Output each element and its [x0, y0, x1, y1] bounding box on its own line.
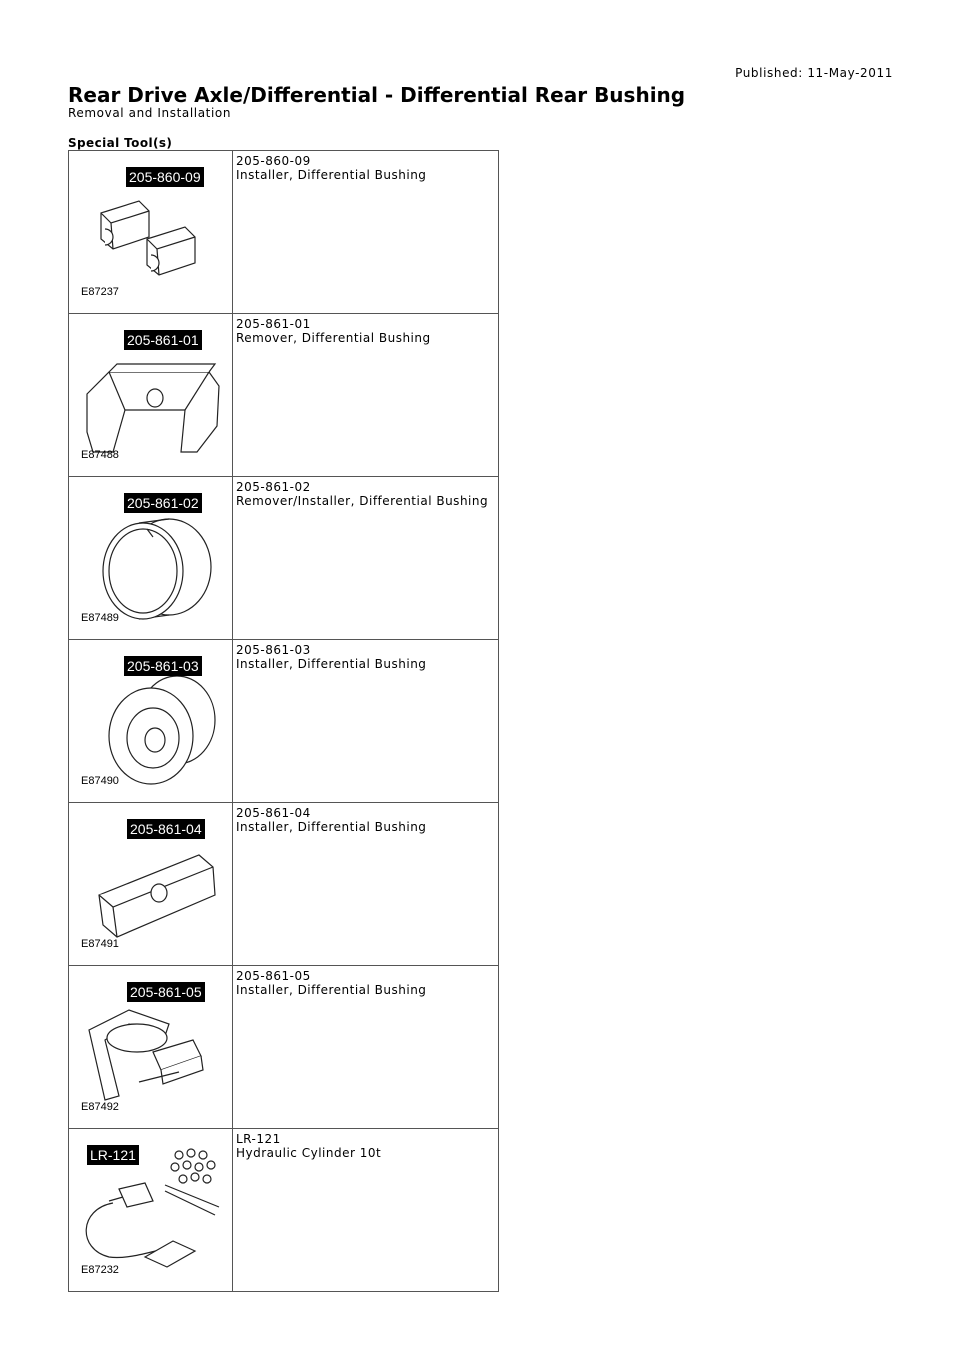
tool-image-cell: [69, 314, 233, 477]
tool-number-tag: 205-861-05: [127, 982, 205, 1002]
figure-reference: E87492: [81, 1101, 119, 1113]
tool-description-cell: [233, 151, 499, 314]
tool-description-cell: [233, 1129, 499, 1292]
section-title: Special Tool(s): [68, 136, 173, 150]
tool-description-cell: [233, 314, 499, 477]
tool-image-cell: [69, 477, 233, 640]
tool-name: Remover, Differential Bushing: [236, 331, 431, 345]
tool-number-tag: LR-121: [87, 1145, 139, 1165]
figure-reference: E87232: [81, 1264, 119, 1276]
tool-image-cell: [69, 1129, 233, 1292]
tool-row: [69, 314, 499, 477]
tool-description-cell: [233, 640, 499, 803]
tool-number: 205-861-04: [236, 806, 311, 820]
tool-name: Installer, Differential Bushing: [236, 168, 427, 182]
tool-row: [69, 966, 499, 1129]
tool-number: 205-861-02: [236, 480, 311, 494]
figure-reference: E87237: [81, 286, 119, 298]
tool-number: 205-861-05: [236, 969, 311, 983]
page-title: Rear Drive Axle/Differential - Differential Rear Bushing: [68, 83, 686, 107]
tool-row: [69, 151, 499, 314]
special-tools-table: [68, 150, 499, 1292]
tool-description-cell: [233, 966, 499, 1129]
tool-image-cell: [69, 151, 233, 314]
published-date: Published: 11-May-2011: [735, 66, 893, 80]
tool-number: 205-861-01: [236, 317, 311, 331]
tool-name: Installer, Differential Bushing: [236, 983, 427, 997]
tool-description-cell: [233, 477, 499, 640]
tool-row: [69, 1129, 499, 1292]
tool-name: Remover/Installer, Differential Bushing: [236, 494, 489, 508]
tool-number-tag: 205-860-09: [126, 167, 204, 187]
tool-number: LR-121: [236, 1132, 281, 1146]
tool-row: [69, 803, 499, 966]
figure-reference: E87491: [81, 938, 119, 950]
tool-name: Installer, Differential Bushing: [236, 820, 427, 834]
tool-number-tag: 205-861-03: [124, 656, 202, 676]
tool-number: 205-860-09: [236, 154, 311, 168]
figure-reference: E87489: [81, 612, 119, 624]
tool-name: Installer, Differential Bushing: [236, 657, 427, 671]
figure-reference: E87490: [81, 775, 119, 787]
tool-row: [69, 477, 499, 640]
figure-reference: E87488: [81, 449, 119, 461]
tool-name: Hydraulic Cylinder 10t: [236, 1146, 382, 1160]
page-subtitle: Removal and Installation: [68, 106, 232, 120]
tool-number: 205-861-03: [236, 643, 311, 657]
tool-number-tag: 205-861-04: [127, 819, 205, 839]
tool-number-tag: 205-861-02: [124, 493, 202, 513]
tool-row: [69, 640, 499, 803]
tool-image-cell: [69, 803, 233, 966]
tool-description-cell: [233, 803, 499, 966]
tool-image-cell: [69, 966, 233, 1129]
tool-image-cell: [69, 640, 233, 803]
tool-number-tag: 205-861-01: [124, 330, 202, 350]
